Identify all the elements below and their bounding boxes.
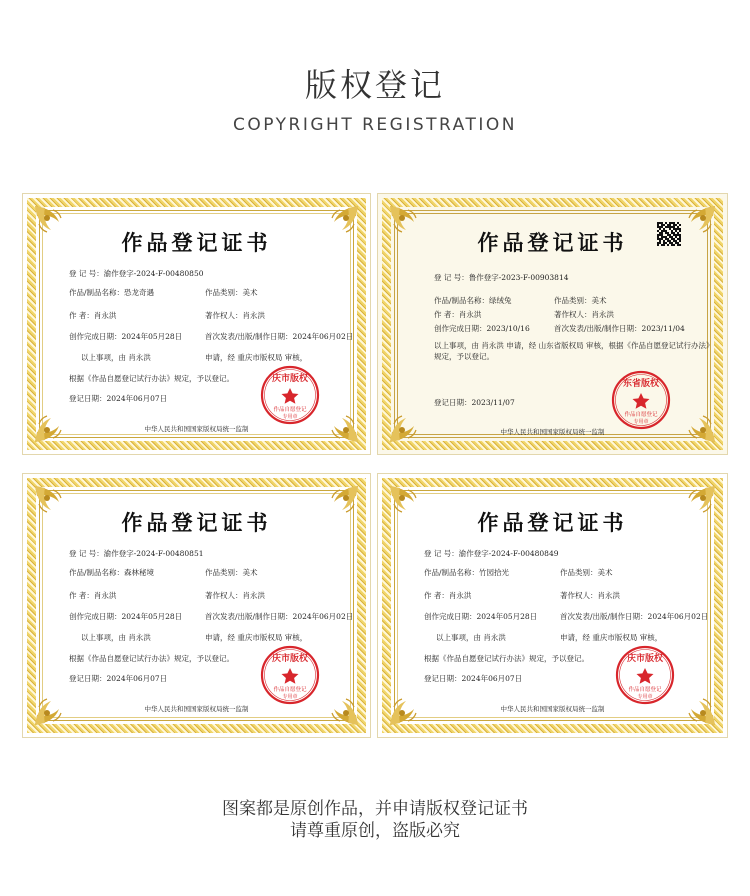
qr-code-icon — [657, 222, 681, 246]
publish-date: 首次发表/出版/制作日期：2024年06月02日 — [560, 612, 709, 621]
publish-date: 首次发表/出版/制作日期：2024年06月02日 — [205, 612, 354, 621]
footer-note — [0, 798, 750, 842]
work-name: 作品/制品名称：绿绒兔 — [434, 296, 512, 305]
seal-bottom-text: 作品自愿登记 — [273, 687, 307, 693]
reg-number: 登 记 号：渝作登字-2024-F-00480849 — [424, 549, 559, 558]
copyright-owner: 著作权人：肖永洪 — [205, 311, 265, 320]
apply-text: 申请，经 重庆市版权局 审核， — [560, 633, 663, 642]
basis-text: 根据《作品自愿登记试行办法》规定，予以登记。 — [424, 654, 589, 663]
certificate-card — [22, 193, 371, 455]
certificate-card — [377, 193, 728, 455]
author: 作 者：肖永洪 — [424, 591, 472, 600]
author: 作 者：肖永洪 — [434, 310, 482, 319]
creation-date: 创作完成日期：2024年05月28日 — [69, 332, 183, 341]
seal-bottom-text: 作品自愿登记 — [273, 407, 307, 413]
creation-date: 创作完成日期：2023/10/16 — [434, 324, 530, 333]
work-category: 作品类别：美术 — [205, 288, 258, 297]
certificate-title: 作品登记证书 — [121, 510, 272, 535]
certificate-card — [22, 473, 371, 738]
publish-date: 首次发表/出版/制作日期：2024年06月02日 — [205, 332, 354, 341]
seal-top-text: 庆市版权 — [271, 374, 309, 384]
reg-number: 登 记 号：鲁作登字-2023-F-00903814 — [434, 273, 569, 282]
seal-top-text: 庆市版权 — [271, 654, 309, 664]
creation-date: 创作完成日期：2024年05月28日 — [69, 612, 183, 621]
work-name: 作品/制品名称：竹园拾光 — [424, 568, 510, 577]
copyright-owner: 著作权人：肖永洪 — [205, 591, 265, 600]
certificate-title: 作品登记证书 — [477, 230, 628, 255]
publish-date: 首次发表/出版/制作日期：2023/11/04 — [554, 324, 685, 333]
footer-line-2: 请尊重原创，盗版必究 — [290, 821, 460, 841]
seal-bottom-text: 作品自愿登记 — [624, 412, 658, 418]
registration-date: 登记日期：2024年06月07日 — [424, 674, 523, 683]
work-name: 作品/制品名称：恐龙奇遇 — [69, 288, 155, 297]
issuer-text: 中华人民共和国国家版权局统一监制 — [500, 705, 605, 713]
creation-date: 创作完成日期：2024年05月28日 — [424, 612, 538, 621]
seal-sub-text: 专用章 — [637, 694, 653, 700]
work-name: 作品/制品名称：森林秘境 — [69, 568, 155, 577]
copyright-owner: 著作权人：肖永洪 — [554, 310, 614, 319]
registration-date: 登记日期：2023/11/07 — [434, 398, 515, 407]
issuer-text: 中华人民共和国国家版权局统一监制 — [500, 428, 605, 436]
apply-text: 申请，经 重庆市版权局 审核， — [205, 633, 308, 642]
seal-sub-text: 专用章 — [282, 694, 298, 700]
work-category: 作品类别：美术 — [560, 568, 613, 577]
official-seal-icon — [614, 644, 676, 706]
copyright-owner: 著作权人：肖永洪 — [560, 591, 620, 600]
statement: 以上事项，由 肖永洪 — [81, 353, 151, 362]
work-category: 作品类别：美术 — [554, 296, 607, 305]
author: 作 者：肖永洪 — [69, 591, 117, 600]
issuer-text: 中华人民共和国国家版权局统一监制 — [144, 425, 249, 433]
seal-top-text: 庆市版权 — [626, 654, 664, 664]
page-title: 版权登记 — [304, 66, 445, 104]
statement: 以上事项，由 肖永洪 申请，经 山东省版权局 审核，根据《作品自愿登记试行办法》 — [434, 341, 714, 350]
official-seal-icon — [610, 369, 672, 431]
seal-top-text: 东省版权 — [622, 379, 660, 389]
official-seal-icon — [259, 644, 321, 706]
certificate-card — [377, 473, 728, 738]
basis-text: 根据《作品自愿登记试行办法》规定，予以登记。 — [69, 374, 234, 383]
reg-number: 登 记 号：渝作登字-2024-F-00480850 — [69, 269, 204, 278]
issuer-text: 中华人民共和国国家版权局统一监制 — [144, 705, 249, 713]
page-subtitle: COPYRIGHT REGISTRATION — [233, 115, 517, 135]
apply-text: 规定，予以登记。 — [434, 352, 494, 361]
statement: 以上事项，由 肖永洪 — [81, 633, 151, 642]
author: 作 者：肖永洪 — [69, 311, 117, 320]
work-category: 作品类别：美术 — [205, 568, 258, 577]
certificate-title: 作品登记证书 — [477, 510, 628, 535]
certificate-title: 作品登记证书 — [121, 230, 272, 255]
apply-text: 申请，经 重庆市版权局 审核， — [205, 353, 308, 362]
official-seal-icon — [259, 364, 321, 426]
registration-date: 登记日期：2024年06月07日 — [69, 674, 168, 683]
registration-date: 登记日期：2024年06月07日 — [69, 394, 168, 403]
seal-sub-text: 专用章 — [282, 414, 298, 420]
seal-sub-text: 专用章 — [633, 419, 649, 425]
seal-bottom-text: 作品自愿登记 — [628, 687, 662, 693]
statement: 以上事项，由 肖永洪 — [436, 633, 506, 642]
basis-text: 根据《作品自愿登记试行办法》规定，予以登记。 — [69, 654, 234, 663]
footer-line-1: 图案都是原创作品，并申请版权登记证书 — [222, 799, 528, 819]
reg-number: 登 记 号：渝作登字-2024-F-00480851 — [69, 549, 204, 558]
